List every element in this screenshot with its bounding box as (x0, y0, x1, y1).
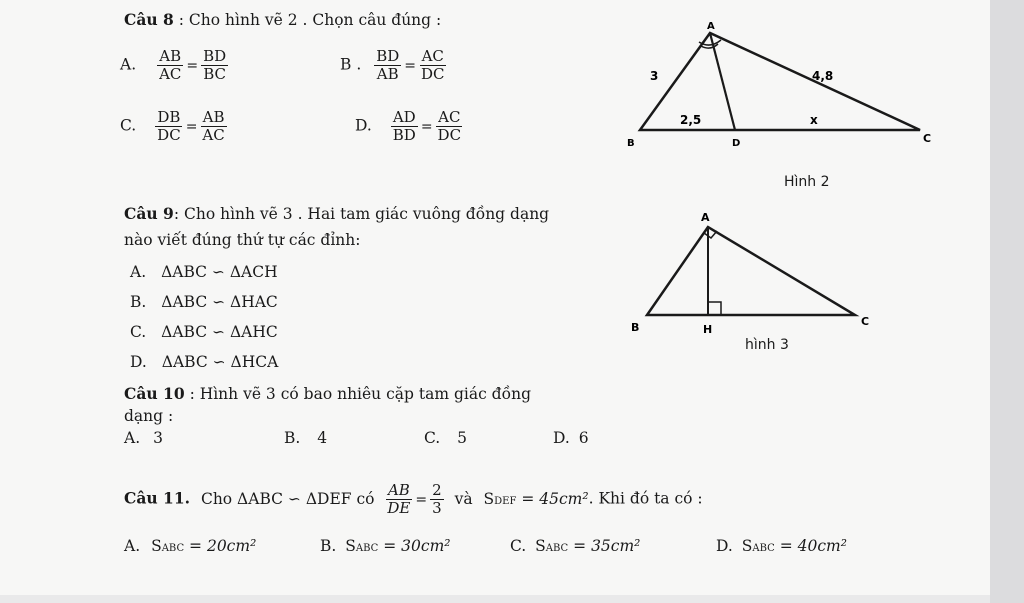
q8-a-right-fraction (201, 48, 228, 83)
q11-frac2-den: 3 (432, 499, 442, 517)
q11-frac1-num: AB (387, 481, 410, 499)
fig3-right-angle-h (708, 302, 721, 315)
q8-c-eq: = (185, 118, 198, 135)
q8-a-left-num: AB (159, 47, 182, 65)
q11-option-d-s: S (741, 537, 753, 555)
q9-option-a[interactable] (130, 263, 278, 281)
q11-option-a-letter: A. (124, 537, 141, 555)
q11-s-def-value: = 45cm² (521, 489, 589, 508)
q11-option-a-value: = 20cm² (189, 537, 257, 555)
q11-s-def (484, 490, 589, 508)
q11-frac1-den: DE (387, 499, 411, 517)
fig2-label-d: D (732, 138, 741, 149)
q8-d-left-num: AD (392, 108, 416, 126)
fig2-length-ac: 4,8 (812, 69, 834, 83)
q8-option-d[interactable] (355, 109, 463, 144)
q11-frac2-num: 2 (432, 481, 442, 499)
question-9-text-line1: : Cho hình vẽ 3 . Hai tam giác vuông đồng dạng (173, 205, 550, 223)
q8-d-left-den: BD (392, 126, 416, 144)
fig3-label-a: A (701, 211, 710, 224)
question-8-text: : Cho hình vẽ 2 . Chọn câu đúng : (178, 11, 442, 29)
fig2-label-b: B (627, 138, 635, 149)
q10-option-c-value: 5 (457, 429, 468, 447)
q11-option-b-letter: B. (320, 537, 337, 555)
q8-b-eq: = (404, 57, 416, 74)
q8-b-left-den: AB (376, 65, 399, 83)
q9-option-b[interactable] (130, 293, 278, 311)
q11-option-c-letter: C. (510, 537, 527, 555)
q8-option-a[interactable] (120, 48, 228, 83)
q10-option-c-letter: C. (424, 429, 441, 447)
fig2-length-dc: x (810, 113, 818, 127)
q8-d-right-num: AC (438, 108, 461, 126)
q8-d-right-den: DC (437, 126, 462, 144)
figure-3-triangle (625, 205, 885, 355)
q10-option-c[interactable] (424, 429, 467, 447)
q11-fraction-2-3 (430, 482, 444, 517)
q11-fraction-ab-de (385, 482, 412, 517)
q8-option-d-letter: D. (355, 116, 372, 135)
q10-option-d-value: 6 (578, 429, 589, 447)
q10-option-d[interactable] (553, 429, 589, 447)
question-9-text-line2: nào viết đúng thứ tự các đỉnh: (124, 231, 361, 249)
q8-b-left-num: BD (376, 47, 400, 65)
fig2-label-c: C (923, 132, 932, 145)
fig3-label-b: B (631, 321, 640, 334)
fig2-label-a: A (707, 21, 715, 32)
q11-eq: = (415, 491, 428, 508)
q8-a-right-den: BC (203, 65, 227, 83)
q10-option-b[interactable] (284, 429, 327, 447)
question-9-label: Câu 9 (124, 204, 174, 223)
q8-c-left-fraction (155, 109, 183, 144)
question-10-prompt (124, 384, 531, 403)
q11-s-def-sub: DEF (494, 495, 517, 507)
q8-a-right-num: BD (203, 47, 227, 65)
q8-d-right-fraction (436, 109, 464, 144)
q9-option-d[interactable] (130, 353, 278, 371)
figure-2-caption: Hình 2 (784, 174, 830, 190)
question-8-label: Câu 8 (124, 10, 174, 29)
question-11-text-pre: Cho ΔABC ∽ ΔDEF có (200, 489, 375, 508)
q8-a-left-den: AC (159, 65, 182, 83)
q10-option-a-letter: A. (124, 429, 141, 447)
q8-option-b-letter: B . (340, 55, 362, 74)
q11-option-a-sub: ABC (161, 543, 185, 554)
q8-d-eq: = (420, 118, 433, 135)
q8-option-a-letter: A. (120, 55, 137, 74)
q10-option-a-value: 3 (153, 429, 163, 447)
q10-option-b-letter: B. (284, 429, 301, 447)
question-11-text-post: . Khi đó ta có : (588, 489, 703, 508)
q9-option-a-letter: A. (130, 263, 147, 281)
q11-option-c[interactable] (510, 537, 640, 555)
q8-option-b[interactable] (340, 48, 447, 83)
q8-b-right-num: AC (421, 47, 444, 65)
question-10-label: Câu 10 (124, 384, 185, 403)
q8-option-c-letter: C. (120, 116, 137, 135)
fig2-length-bd: 2,5 (680, 113, 702, 127)
q8-d-left-fraction (391, 109, 418, 144)
figure-2-triangle (620, 18, 950, 158)
question-11-prompt (124, 482, 703, 517)
q11-option-c-s: S (535, 537, 546, 555)
q11-option-a-s: S (151, 537, 162, 555)
question-9-prompt (124, 204, 549, 223)
q8-a-eq: = (186, 57, 199, 74)
q11-option-c-value: = 35cm² (573, 537, 641, 555)
q11-option-d-sub: ABC (752, 543, 775, 554)
fig3-label-c: C (861, 315, 870, 328)
q9-option-c-letter: C. (130, 323, 147, 341)
q11-option-b-s: S (345, 537, 356, 555)
fig2-length-ab: 3 (650, 69, 659, 83)
q8-c-right-den: AC (202, 126, 225, 144)
figure-3-caption: hình 3 (745, 337, 789, 353)
q8-option-c[interactable] (120, 109, 227, 144)
q9-option-b-letter: B. (130, 293, 147, 311)
q8-a-left-fraction (157, 48, 183, 83)
q8-c-right-num: AB (202, 108, 225, 126)
q9-option-a-text: ΔABC ∽ ΔACH (161, 263, 278, 281)
question-10-text-line2: dạng : (124, 407, 174, 425)
q8-b-left-fraction (374, 48, 401, 83)
q11-option-a[interactable] (124, 537, 256, 555)
q9-option-c[interactable] (130, 323, 278, 341)
q8-c-left-den: DC (157, 126, 181, 144)
page-edge (990, 0, 1024, 603)
q11-option-c-sub: ABC (545, 543, 569, 554)
q10-option-b-value: 4 (317, 429, 328, 447)
q11-option-b[interactable] (320, 537, 450, 555)
q9-option-d-text: ΔABC ∽ ΔHCA (161, 353, 279, 371)
question-8-prompt (124, 10, 441, 29)
q11-s-def-symbol: S (483, 489, 495, 508)
q9-option-d-letter: D. (130, 353, 147, 371)
q11-option-d-value: = 40cm² (779, 537, 847, 555)
q8-b-right-fraction (419, 48, 447, 83)
q11-option-d-letter: D. (716, 537, 733, 555)
question-11-label: Câu 11. (124, 488, 191, 508)
q8-b-right-den: DC (420, 65, 445, 83)
q10-option-d-letter: D. (553, 429, 570, 447)
q11-option-b-sub: ABC (355, 543, 379, 554)
q11-option-b-value: = 30cm² (383, 537, 451, 555)
q9-option-b-text: ΔABC ∽ ΔHAC (161, 293, 278, 311)
q10-option-a[interactable] (124, 429, 163, 447)
fig3-label-h: H (703, 323, 713, 336)
q8-c-left-num: DB (157, 108, 181, 126)
q8-c-right-fraction (200, 109, 226, 144)
q11-option-d[interactable] (716, 537, 847, 555)
question-10-text-line1: : Hình vẽ 3 có bao nhiêu cặp tam giác đồng (189, 385, 531, 403)
question-11-text-mid: và (454, 489, 473, 508)
fig3-triangle-abc (647, 227, 855, 315)
q9-option-c-text: ΔABC ∽ ΔAHC (161, 323, 278, 341)
